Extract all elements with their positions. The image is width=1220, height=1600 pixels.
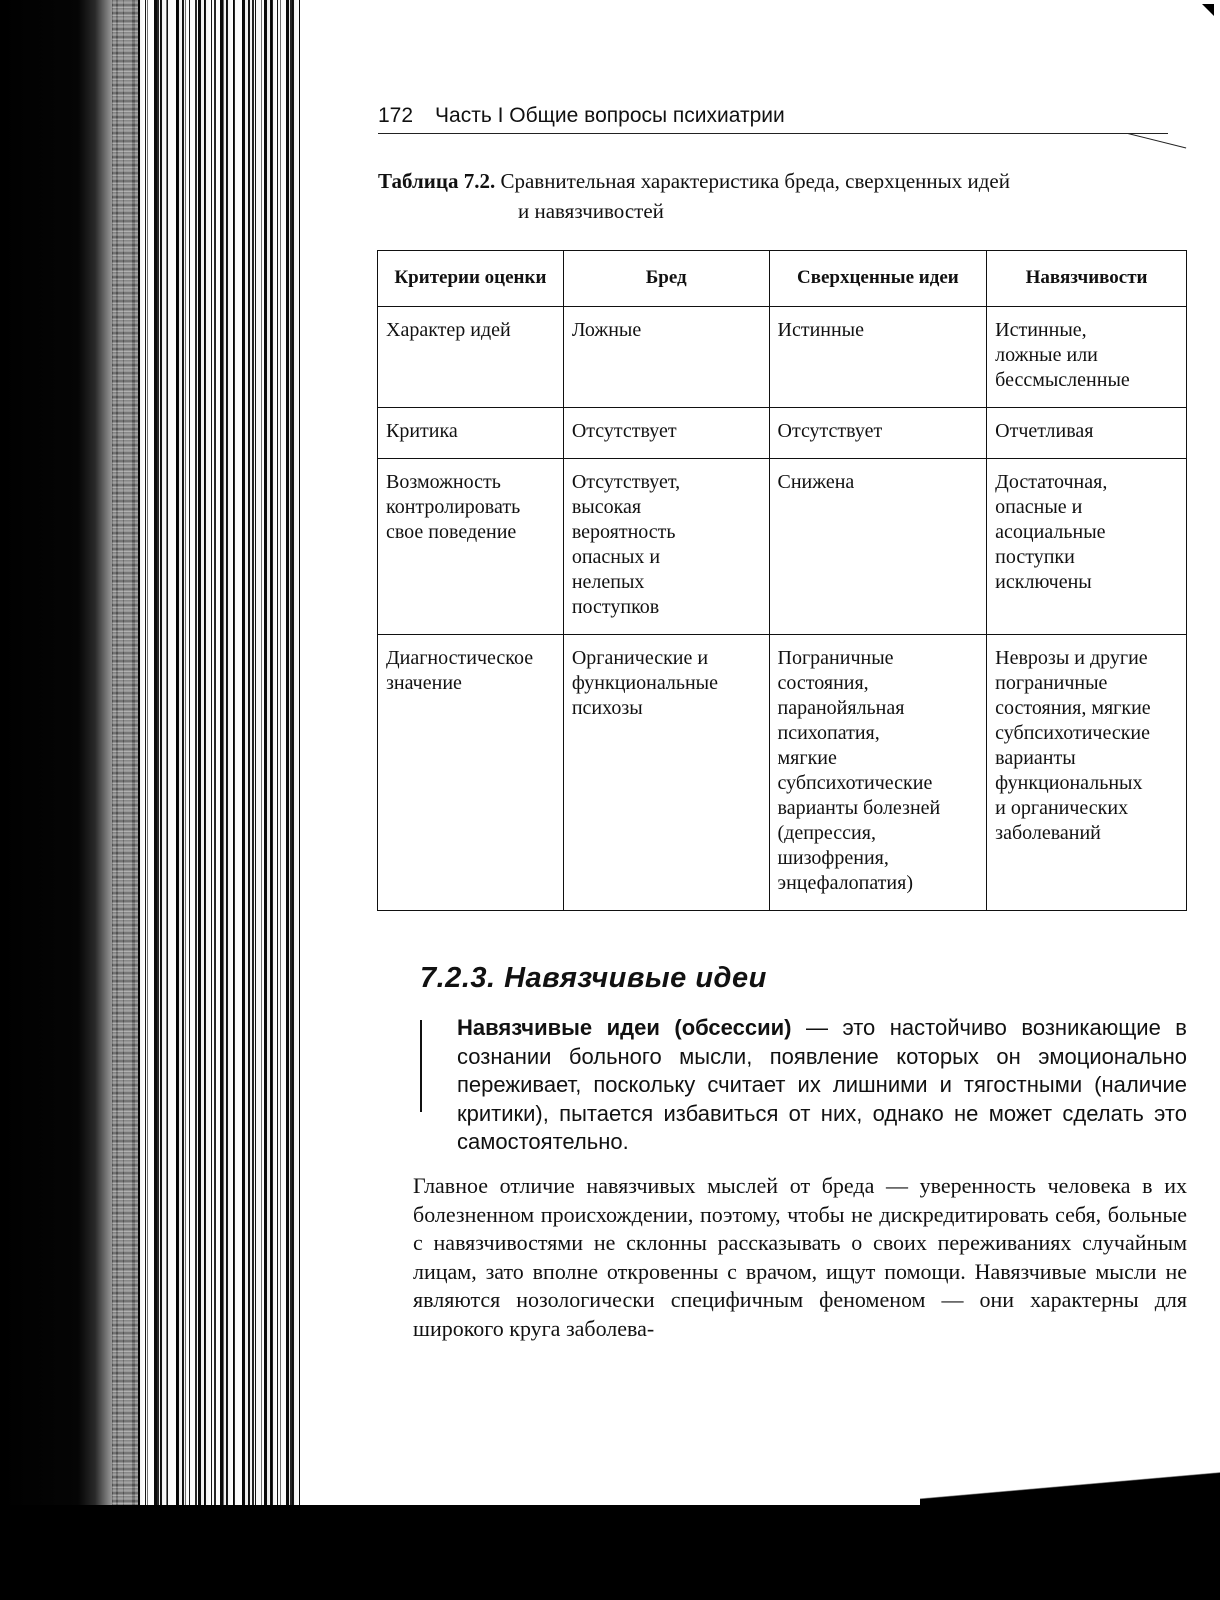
table-cell: Критика xyxy=(378,408,564,459)
table-caption-line1: Сравнительная характеристика бреда, сверхценных идей xyxy=(500,169,1010,193)
table-row xyxy=(378,635,1187,911)
scan-corner-mark xyxy=(1202,4,1214,16)
table-row xyxy=(378,307,1187,408)
header-rule xyxy=(378,133,1168,134)
column-header: Навязчивости xyxy=(987,251,1187,307)
table-caption xyxy=(378,166,1158,226)
section-heading: 7.2.3. Навязчивые идеи xyxy=(420,962,767,994)
table-cell: Отчетливая xyxy=(987,408,1187,459)
column-header: Критерии оценки xyxy=(378,251,564,307)
table-cell: Достаточная, опасные и асоциальные поступки исключены xyxy=(987,459,1187,635)
table-cell: Пограничные состояния, паранойяльная психопатия, мягкие субпсихотические варианты болезней (депрессия, шизофрения, энцефалопатия) xyxy=(769,635,987,911)
table-caption-label: Таблица 7.2. xyxy=(378,169,496,193)
table-cell: Снижена xyxy=(769,459,987,635)
table-caption-line2: и навязчивостей xyxy=(518,199,664,223)
definition-term: Навязчивые идеи (обсессии) xyxy=(457,1015,792,1040)
definition-block xyxy=(457,1014,1187,1157)
spine-gray-band xyxy=(112,0,138,1600)
table-row xyxy=(378,408,1187,459)
page-edges-stripes xyxy=(138,0,308,1600)
table-cell: Органические и функциональные психозы xyxy=(563,635,769,911)
table-cell: Отсутствует xyxy=(563,408,769,459)
table-cell: Неврозы и другие пограничные состояния, мягкие субпсихотические варианты функциональных и органических заболеваний xyxy=(987,635,1187,911)
table-header-row xyxy=(378,251,1187,307)
running-title: Часть I Общие вопросы психиатрии xyxy=(435,104,785,127)
table-cell: Истинные xyxy=(769,307,987,408)
table-cell: Ложные xyxy=(563,307,769,408)
scan-bottom-edge xyxy=(0,1505,1220,1600)
table-cell: Истинные, ложные или бессмысленные xyxy=(987,307,1187,408)
page-number: 172 xyxy=(378,104,414,127)
running-header xyxy=(378,104,1178,128)
table-cell: Характер идей xyxy=(378,307,564,408)
table-row xyxy=(378,459,1187,635)
table-cell: Отсутствует xyxy=(769,408,987,459)
definition-margin-bar xyxy=(420,1020,422,1112)
body-paragraph: Главное отличие навязчивых мыслей от бреда — уверенность человека в их болезненном происхождении, поэтому, чтобы не дискредитировать себя, больные с навязчивостями не склонны рассказывать о своих переживаниях случайным лицам, зато вполне откровенны с врачом, ищут помощи. Навязчивые мысли не являются нозологически специфичным феноменом — они характерны для широкого круга заболева- xyxy=(413,1173,1187,1341)
spine-dark-band xyxy=(0,0,112,1600)
table-cell: Диагностическое значение xyxy=(378,635,564,911)
column-header: Бред xyxy=(563,251,769,307)
table-cell: Возможность контролировать свое поведение xyxy=(378,459,564,635)
column-header: Сверхценные идеи xyxy=(769,251,987,307)
comparison-table xyxy=(377,250,1187,911)
table-cell: Отсутствует, высокая вероятность опасных и нелепых поступков xyxy=(563,459,769,635)
definition-text: — это настойчиво возникающие в сознании больного мысли, появление которых он эмоционально переживает, поскольку считает их лишними и тягостными (наличие критики), пытается избавиться от них, однако не может сделать это самостоятельно. xyxy=(457,1015,1187,1154)
